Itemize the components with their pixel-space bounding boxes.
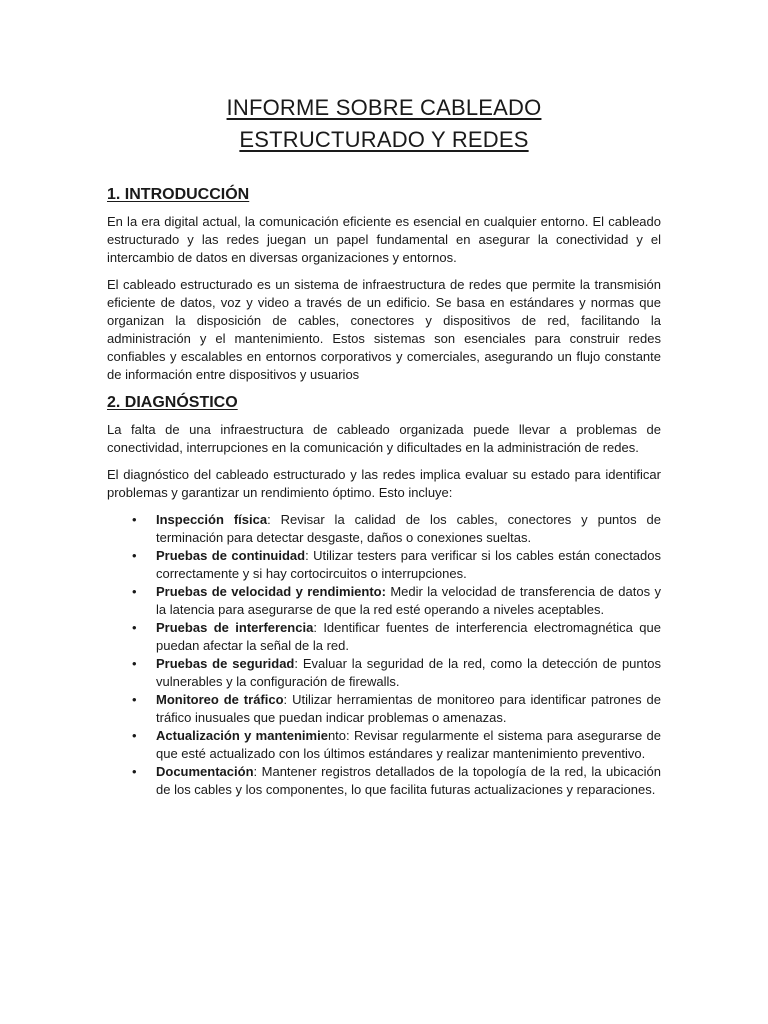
list-item-term: Pruebas de seguridad: [156, 656, 295, 671]
list-item: [107, 727, 661, 763]
list-item: [107, 763, 661, 799]
bullet-icon: •: [132, 656, 137, 671]
list-item-text: : Utilizar testers para verificar si los cables están conectados correctamente y si hay cortocircuitos o interrupciones.: [156, 548, 661, 581]
document-title-line-1: INFORME SOBRE CABLEADO: [226, 95, 542, 120]
list-item: [107, 655, 661, 691]
document-page: [107, 92, 661, 799]
list-item: [107, 691, 661, 727]
section-heading-diagnostico: 2. DIAGNÓSTICO: [107, 394, 238, 411]
list-item: [107, 583, 661, 619]
list-item-text: nto: Revisar regularmente el sistema para asegurarse de que esté actualizado con los últimos estándares y realizar mantenimiento preventivo.: [156, 728, 661, 761]
diagnostico-bullet-list: [107, 511, 661, 799]
diagnostico-paragraph-1: La falta de una infraestructura de cableado organizada puede llevar a problemas de conectividad, interrupciones en la comunicación y dificultades en la administración de redes.: [107, 422, 661, 455]
list-item-term: Inspección física: [156, 512, 268, 527]
list-item-term: Actualización y mantenimie: [156, 728, 328, 743]
list-item-text: : Evaluar la seguridad de la red, como la detección de puntos vulnerables y la configuración de firewalls.: [156, 656, 661, 689]
intro-paragraph-1: En la era digital actual, la comunicación eficiente es esencial en cualquier entorno. El cableado estructurado y las redes juegan un papel fundamental en asegurar la conectividad y el intercambio de datos en diversas organizaciones y entornos.: [107, 214, 661, 265]
section-heading-introduccion: 1. INTRODUCCIÓN: [107, 186, 250, 203]
list-item-text: : Identificar fuentes de interferencia electromagnética que puedan afectar la señal de la red.: [156, 620, 661, 653]
list-item: [107, 547, 661, 583]
list-item-term: Pruebas de continuidad: [156, 548, 306, 563]
list-item: [107, 511, 661, 547]
bullet-icon: •: [132, 764, 137, 779]
document-title: [107, 92, 661, 156]
diagnostico-paragraph-2: El diagnóstico del cableado estructurado y las redes implica evaluar su estado para identificar problemas y garantizar un rendimiento óptimo. Esto incluye:: [107, 467, 661, 500]
bullet-icon: •: [132, 692, 137, 707]
list-item-text: : Revisar la calidad de los cables, conectores y puntos de terminación para detectar desgaste, daños o conexiones sueltas.: [156, 512, 661, 545]
list-item-term: Pruebas de velocidad y rendimiento:: [156, 584, 386, 599]
bullet-icon: •: [132, 620, 137, 635]
list-item-term: Documentación: [156, 764, 254, 779]
list-item-text: : Mantener registros detallados de la topología de la red, la ubicación de los cables y los componentes, lo que facilita futuras actualizaciones y reparaciones.: [156, 764, 661, 797]
list-item-text: Medir la velocidad de transferencia de datos y la latencia para asegurarse de que la red esté operando a niveles aceptables.: [156, 584, 661, 617]
bullet-icon: •: [132, 548, 137, 563]
list-item-term: Pruebas de interferencia: [156, 620, 314, 635]
intro-paragraph-2: El cableado estructurado es un sistema de infraestructura de redes que permite la transmisión eficiente de datos, voz y video a través de un edificio. Se basa en estándares y normas que organizan la disposición de cables, conectores y dispositivos de red, facilitando la administración y el mantenimiento. Estos sistemas son esenciales para construir redes confiables y escalables en entornos corporativos y comerciales, asegurando un flujo constante de información entre dispositivos y usuarios: [107, 277, 661, 382]
bullet-icon: •: [132, 512, 137, 527]
list-item: [107, 619, 661, 655]
bullet-icon: •: [132, 728, 137, 743]
bullet-icon: •: [132, 584, 137, 599]
document-title-line-2: ESTRUCTURADO Y REDES: [239, 127, 529, 152]
list-item-term: Monitoreo de tráfico: [156, 692, 284, 707]
list-item-text: : Utilizar herramientas de monitoreo para identificar patrones de tráfico inusuales que puedan indicar problemas o amenazas.: [156, 692, 661, 725]
